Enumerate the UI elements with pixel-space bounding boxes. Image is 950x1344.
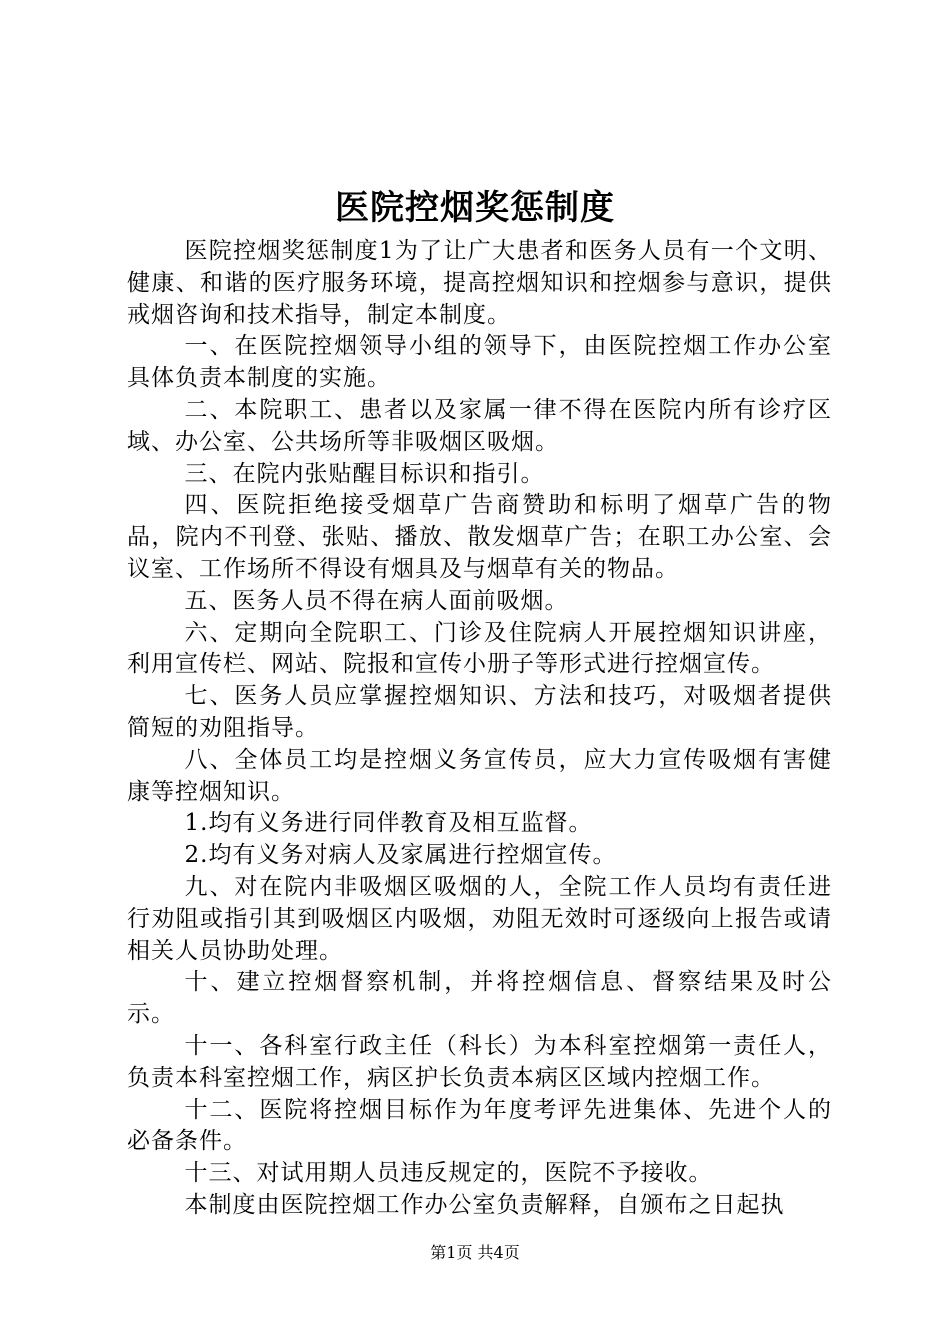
paragraph-rule-2: 二、本院职工、患者以及家属一律不得在医院内所有诊疗区域、办公室、公共场所等非吸烟区吸烟。 <box>127 396 832 455</box>
paragraph-rule-3: 三、在院内张贴醒目标识和指引。 <box>184 460 545 487</box>
paragraph-rule-6: 六、定期向全院职工、门诊及住院病人开展控烟知识讲座，利用宣传栏、网站、院报和宣传小册子等形式进行控烟宣传。 <box>127 619 832 678</box>
paragraph-rule-11: 十一、各科室行政主任（科长）为本科室控烟第一责任人，负责本科室控烟工作，病区护长负责本病区区域内控烟工作。 <box>127 1032 832 1091</box>
paragraph-rule-1: 一、在医院控烟领导小组的领导下，由医院控烟工作办公室具体负责本制度的实施。 <box>127 333 832 392</box>
document-title: 医院控烟奖惩制度 <box>335 188 615 228</box>
paragraph-rule-8-item-1: 1.均有义务进行同伴教育及相互监督。 <box>184 810 593 837</box>
paragraph-rule-12: 十二、医院将控烟目标作为年度考评先进集体、先进个人的必备条件。 <box>127 1096 832 1155</box>
paragraph-rule-8-item-2: 2.均有义务对病人及家属进行控烟宣传。 <box>184 842 617 869</box>
paragraph-rule-10: 十、建立控烟督察机制，并将控烟信息、督察结果及时公示。 <box>127 969 832 1028</box>
paragraph-rule-4: 四、医院拒绝接受烟草广告商赞助和标明了烟草广告的物品，院内不刊登、张贴、播放、散发烟草广告；在职工办公室、会议室、工作场所不得设有烟具及与烟草有关的物品。 <box>127 492 832 582</box>
paragraph-intro: 医院控烟奖惩制度1为了让广大患者和医务人员有一个文明、健康、和谐的医疗服务环境，提高控烟知识和控烟参与意识，提供戒烟咨询和技术指导，制定本制度。 <box>127 238 832 328</box>
paragraph-rule-8: 八、全体员工均是控烟义务宣传员，应大力宣传吸烟有害健康等控烟知识。 <box>127 746 832 805</box>
page-footer: 第1页 共4页 <box>430 1243 520 1262</box>
document-body <box>127 236 832 1222</box>
paragraph-rule-9: 九、对在院内非吸烟区吸烟的人，全院工作人员均有责任进行劝阻或指引其到吸烟区内吸烟，劝阻无效时可逐级向上报告或请相关人员协助处理。 <box>127 873 832 964</box>
paragraph-rule-7: 七、医务人员应掌握控烟知识、方法和技巧，对吸烟者提供简短的劝阻指导。 <box>127 683 832 741</box>
paragraph-closing: 本制度由医院控烟工作办公室负责解释，自颁布之日起执 <box>184 1191 785 1218</box>
paragraph-rule-5: 五、医务人员不得在病人面前吸烟。 <box>184 587 569 614</box>
paragraph-rule-13: 十三、对试用期人员违反规定的，医院不予接收。 <box>184 1160 713 1187</box>
